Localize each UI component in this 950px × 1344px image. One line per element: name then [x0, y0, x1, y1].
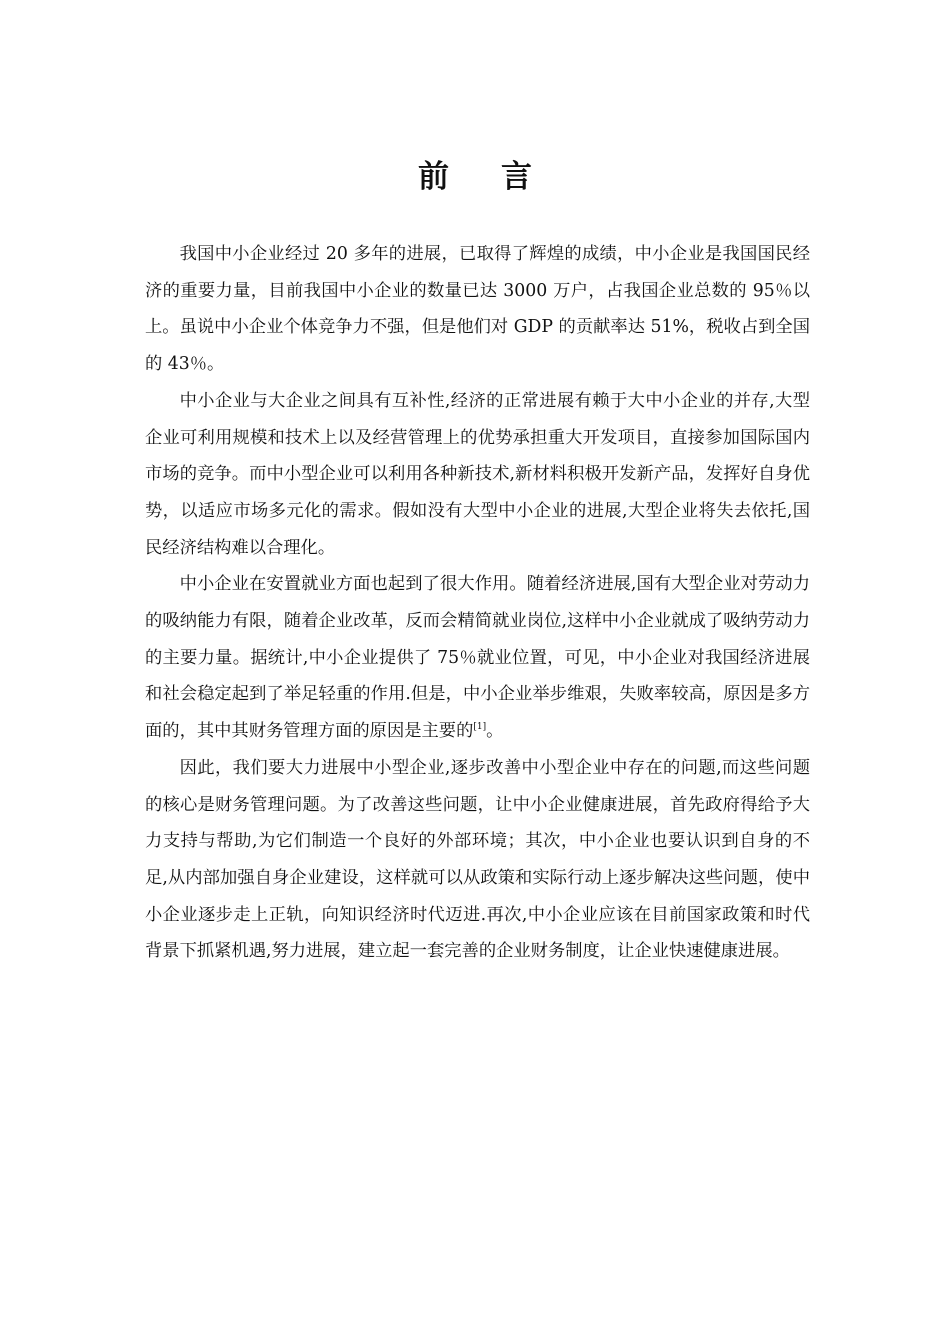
paragraph-3-end: 。: [486, 721, 504, 742]
paragraph-1-text: 我国中小企业经过 20 多年的进展，已取得了辉煌的成绩，中小企业是我国国民经济的重要力量，目前我国中小企业的数量已达 3000 万户，占我国企业总数的 95％以上。虽说中小企业个体竞争力不强，但是他们对 GDP 的贡献率达 51%，税收占到全国的 43％。: [145, 244, 810, 375]
paragraph-3-text: 中小企业在安置就业方面也起到了很大作用。随着经济进展,国有大型企业对劳动力的吸纳能力有限，随着企业改革，反而会精简就业岗位,这样中小企业就成了吸纳劳动力的主要力量。据统计,中小企业提供了 75％就业位置，可见，中小企业对我国经济进展和社会稳定起到了举足轻重的作用.但是，中小企业举步维艰，失败率较高，原因是多方面的，其中其财务管理方面的原因是主要的: [145, 574, 810, 742]
document-body: [145, 236, 810, 970]
paragraph-4: [145, 750, 810, 970]
paragraph-2: [145, 383, 810, 567]
page-title: 前言: [418, 159, 584, 195]
paragraph-3: [145, 566, 810, 750]
paragraph-2-text: 中小企业与大企业之间具有互补性,经济的正常进展有赖于大中小企业的并存,大型企业可利用规模和技术上以及经营管理上的优势承担重大开发项目，直接参加国际国内市场的竞争。而中小型企业可以利用各种新技术,新材料积极开发新产品，发挥好自身优势，以适应市场多元化的需求。假如没有大型中小企业的进展,大型企业将失去依托,国民经济结构难以合理化。: [145, 390, 810, 558]
paragraph-4-text: 因此，我们要大力进展中小型企业,逐步改善中小型企业中存在的问题,而这些问题的核心是财务管理问题。为了改善这些问题，让中小企业健康进展，首先政府得给予大力支持与帮助,为它们制造一个良好的外部环境；其次，中小企业也要认识到自身的不足,从内部加强自身企业建设，这样就可以从政策和实际行动上逐步解决这些问题，使中小企业逐步走上正轨，向知识经济时代迈进.再次,中小企业应该在目前国家政策和时代背景下抓紧机遇,努力进展，建立起一套完善的企业财务制度，让企业快速健康进展。: [145, 757, 810, 962]
paragraph-1: [145, 236, 810, 383]
citation-reference[interactable]: [1]: [473, 722, 487, 733]
